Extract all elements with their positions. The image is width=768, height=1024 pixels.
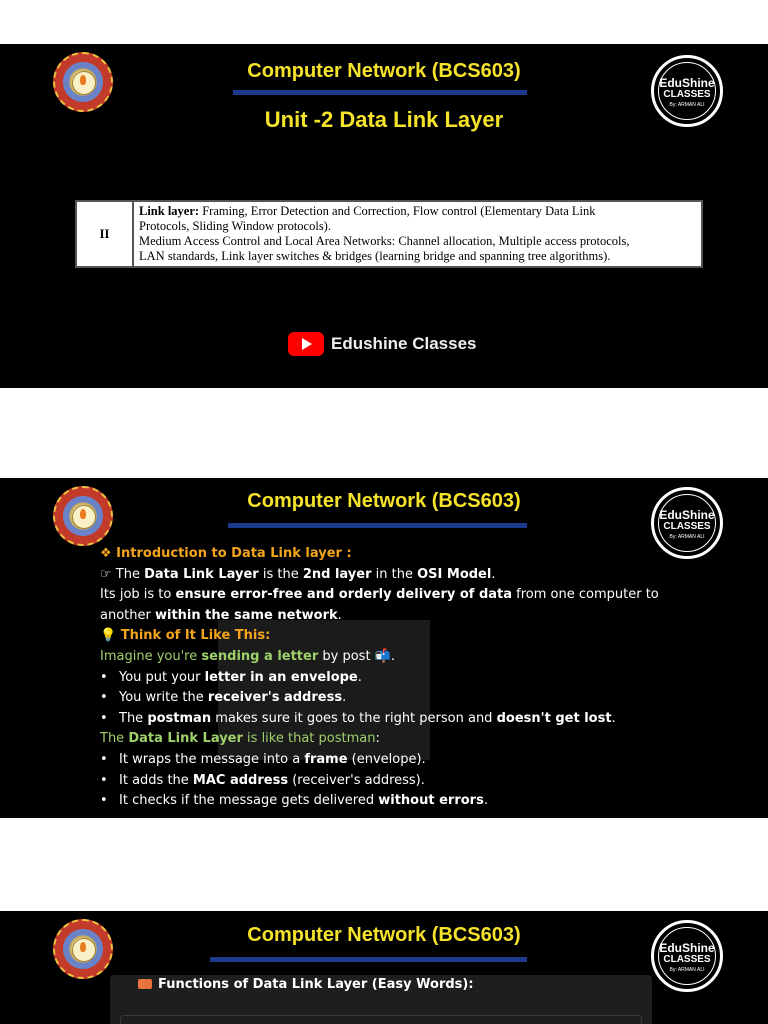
list-item: • The postman makes sure it goes to the right person and doesn't get lost. (100, 709, 720, 730)
slide-subtitle: Unit -2 Data Link Layer (264, 107, 504, 132)
edushine-logo (651, 920, 723, 992)
table-row (76, 201, 702, 267)
unit-topics (133, 201, 702, 267)
book-icon (138, 979, 152, 989)
think-heading: 💡 Think of It Like This: (100, 628, 271, 644)
slide-title: Computer Network (BCS603) (247, 60, 521, 82)
logo-name: EduShine (659, 941, 715, 955)
logo-line3: By: ARMAN ALI (669, 102, 705, 108)
list-item: • You write the receiver's address. (100, 688, 720, 709)
youtube-icon (288, 332, 324, 356)
topic-line1: Framing, Error Detection and Correction, Flow control (Elementary Data Link (199, 204, 596, 218)
functions-inner-box (120, 1015, 642, 1024)
topic-lead: Link layer: (139, 204, 200, 218)
paragraph-line: Its job is to ensure error-free and orderly delivery of data from one computer to (100, 587, 659, 603)
section-heading: ❖ Introduction to Data Link layer : (100, 546, 352, 561)
unit-number: II (76, 201, 133, 267)
list-item: • It wraps the message into a frame (envelope). (100, 750, 720, 771)
edushine-logo (651, 55, 723, 127)
logo-line2: CLASSES (663, 521, 711, 532)
slide-content (100, 544, 720, 812)
channel-name: Edushine Classes (331, 334, 477, 353)
slide-1 (0, 44, 768, 388)
list-item: • It adds the MAC address (receiver's address). (100, 771, 720, 792)
analogy-line: The Data Link Layer is like that postman: (100, 731, 380, 747)
title-underline (233, 90, 527, 95)
slide-title: Computer Network (BCS603) (247, 924, 521, 946)
title-underline (210, 957, 527, 962)
topic-line2: Protocols, Sliding Window protocols). (139, 219, 331, 233)
logo-line2: CLASSES (663, 954, 711, 965)
logo-line2: CLASSES (663, 89, 711, 100)
logo-line3: By: ARMAN ALI (669, 967, 705, 973)
logo-name: EduShine (659, 76, 715, 90)
paragraph-line: ☞ The Data Link Layer is the 2nd layer in the OSI Model. (100, 566, 496, 582)
topic-line4: LAN standards, Link layer switches & bridges (learning bridge and spanning tree algorithms). (139, 249, 611, 263)
syllabus-table (75, 200, 703, 268)
slide-2 (0, 478, 768, 818)
logo-name: EduShine (659, 508, 715, 522)
logo-line3: By: ARMAN ALI (669, 534, 705, 540)
functions-title-text: Functions of Data Link Layer (Easy Words): (158, 977, 474, 992)
analogy-line: Imagine you're sending a letter by post 📬. (100, 648, 395, 664)
list-item: • It checks if the message gets delivered without errors. (100, 791, 720, 812)
slide-3 (0, 911, 768, 1024)
slide-title: Computer Network (BCS603) (247, 490, 521, 512)
paragraph-line: another within the same network. (100, 607, 342, 623)
youtube-channel-badge (288, 332, 477, 356)
functions-heading (138, 977, 474, 992)
title-underline (228, 523, 527, 528)
topic-line3: Medium Access Control and Local Area Networks: Channel allocation, Multiple access protocols, (139, 234, 630, 248)
list-item: • You put your letter in an envelope. (100, 668, 720, 689)
